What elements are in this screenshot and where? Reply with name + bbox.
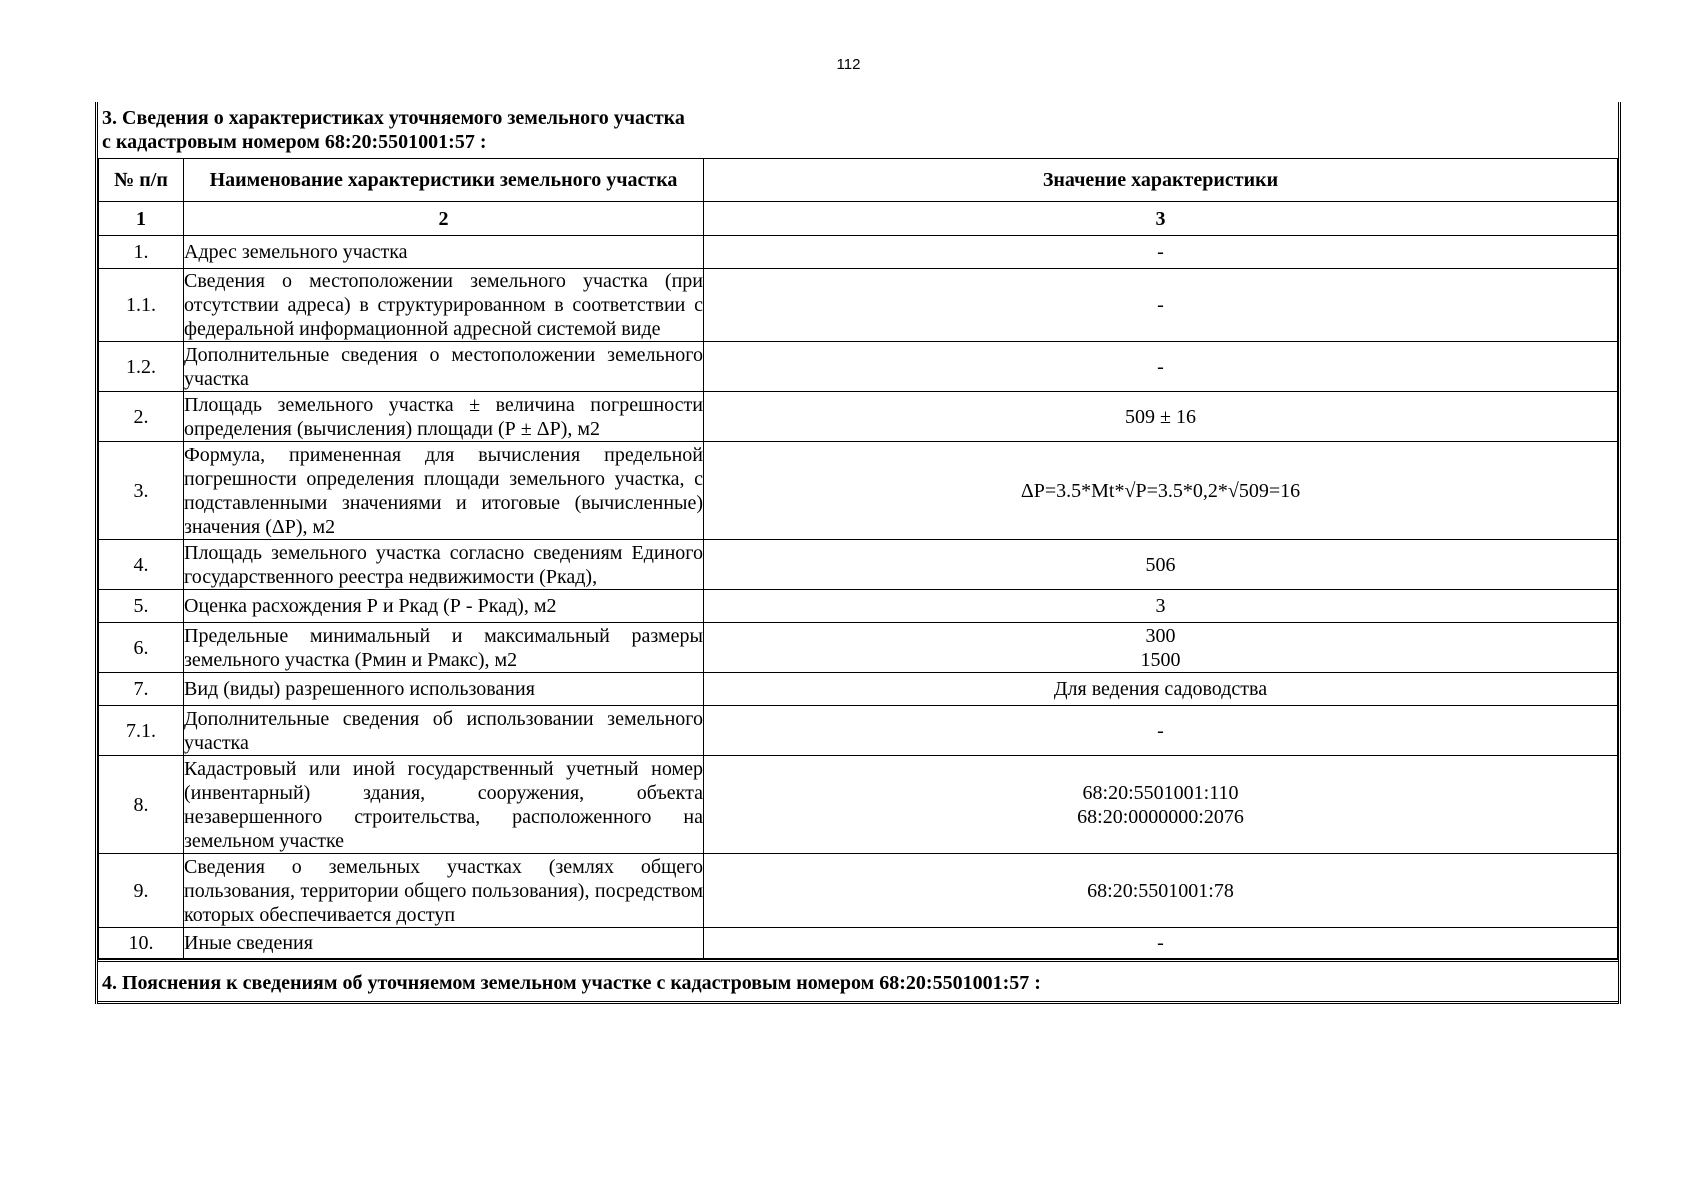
row-number: 9. (99, 854, 184, 928)
row-name: Площадь земельного участка согласно сведениям Единого государственного реестра недвижимости (Ркад), (184, 541, 703, 588)
table-row (99, 236, 1618, 269)
document-form (95, 102, 1621, 1004)
table-row (99, 928, 1618, 959)
row-value: - (704, 236, 1618, 269)
row-number: 7. (99, 673, 184, 706)
row-number: 5. (99, 590, 184, 623)
header-num: № п/п (99, 159, 184, 202)
row-value: ΔР=3.5*Mt*√P=3.5*0,2*√509=16 (704, 442, 1618, 540)
row-number: 7.1. (99, 706, 184, 756)
table-row (99, 342, 1618, 392)
table-header-row (99, 159, 1618, 202)
row-number: 2. (99, 392, 184, 442)
row-number: 4. (99, 540, 184, 590)
row-name: Адрес земельного участка (184, 236, 704, 269)
row-number: 8. (99, 756, 184, 854)
row-value: - (704, 342, 1618, 392)
column-number-1: 1 (99, 202, 184, 236)
table-row (99, 540, 1618, 590)
row-name: Вид (виды) разрешенного использования (184, 673, 704, 706)
row-name: Оценка расхождения Р и Ркад (Р - Ркад), м2 (184, 590, 704, 623)
row-value: 3 (704, 590, 1618, 623)
row-number: 1.2. (99, 342, 184, 392)
row-number: 1. (99, 236, 184, 269)
characteristics-table (98, 158, 1618, 959)
row-value: 506 (704, 540, 1618, 590)
row-value: - (704, 706, 1618, 756)
row-name: Иные сведения (184, 928, 704, 959)
section-3-title-line2: с кадастровым номером 68:20:5501001:57 : (102, 131, 487, 153)
row-name: Дополнительные сведения об использовании земельного участка (184, 707, 703, 754)
table-row (99, 269, 1618, 342)
table-row (99, 673, 1618, 706)
row-name: Предельные минимальный и максимальный размеры земельного участка (Рмин и Рмакс), м2 (184, 624, 703, 671)
row-value: 300 1500 (704, 623, 1618, 673)
row-name: Дополнительные сведения о местоположении земельного участка (184, 343, 703, 390)
table-row (99, 623, 1618, 673)
section-4-title: 4. Пояснения к сведениям об уточняемом земельном участке с кадастровым номером 68:20:5501001:57 : (98, 959, 1618, 1004)
row-number: 10. (99, 928, 184, 959)
row-name: Сведения о местоположении земельного участка (при отсутствии адреса) в структурированном в соответствии с федеральной информационной адресной системой виде (184, 270, 703, 340)
column-number-2: 2 (184, 202, 704, 236)
row-value: 509 ± 16 (704, 392, 1618, 442)
section-3-title-line1: 3. Сведения о характеристиках уточняемого земельного участка (102, 107, 685, 129)
row-name: Сведения о земельных участках (землях общего пользования, территории общего пользования), посредством которых обеспечивается доступ (184, 855, 703, 926)
row-number: 1.1. (99, 269, 184, 342)
table-row (99, 392, 1618, 442)
row-value: 68:20:5501001:110 68:20:0000000:2076 (704, 756, 1618, 854)
header-value: Значение характеристики (704, 159, 1618, 202)
row-name: Кадастровый или иной государственный учетный номер (инвентарный) здания, сооружения, объекта незавершенного строительства, расположенного на земельном участке (184, 757, 703, 852)
table-row (99, 590, 1618, 623)
row-name: Площадь земельного участка ± величина погрешности определения (вычисления) площади (Р ± ΔР), м2 (184, 393, 703, 440)
row-value: - (704, 928, 1618, 959)
section-3-title (98, 102, 1618, 158)
column-number-3: 3 (704, 202, 1618, 236)
header-name: Наименование характеристики земельного участка (184, 159, 704, 202)
page-number: 112 (836, 56, 861, 73)
table-row (99, 854, 1618, 928)
row-number: 6. (99, 623, 184, 673)
table-row (99, 442, 1618, 540)
table-row (99, 706, 1618, 756)
row-value: - (704, 269, 1618, 342)
row-name: Формула, примененная для вычисления предельной погрешности определения площади земельного участка, с подставленными значениями и итоговые (вычисленные) значения (ΔР), м2 (184, 443, 703, 538)
column-number-row (99, 202, 1618, 236)
row-value: Для ведения садоводства (704, 673, 1618, 706)
table-row (99, 756, 1618, 854)
row-number: 3. (99, 442, 184, 540)
row-value: 68:20:5501001:78 (704, 854, 1618, 928)
